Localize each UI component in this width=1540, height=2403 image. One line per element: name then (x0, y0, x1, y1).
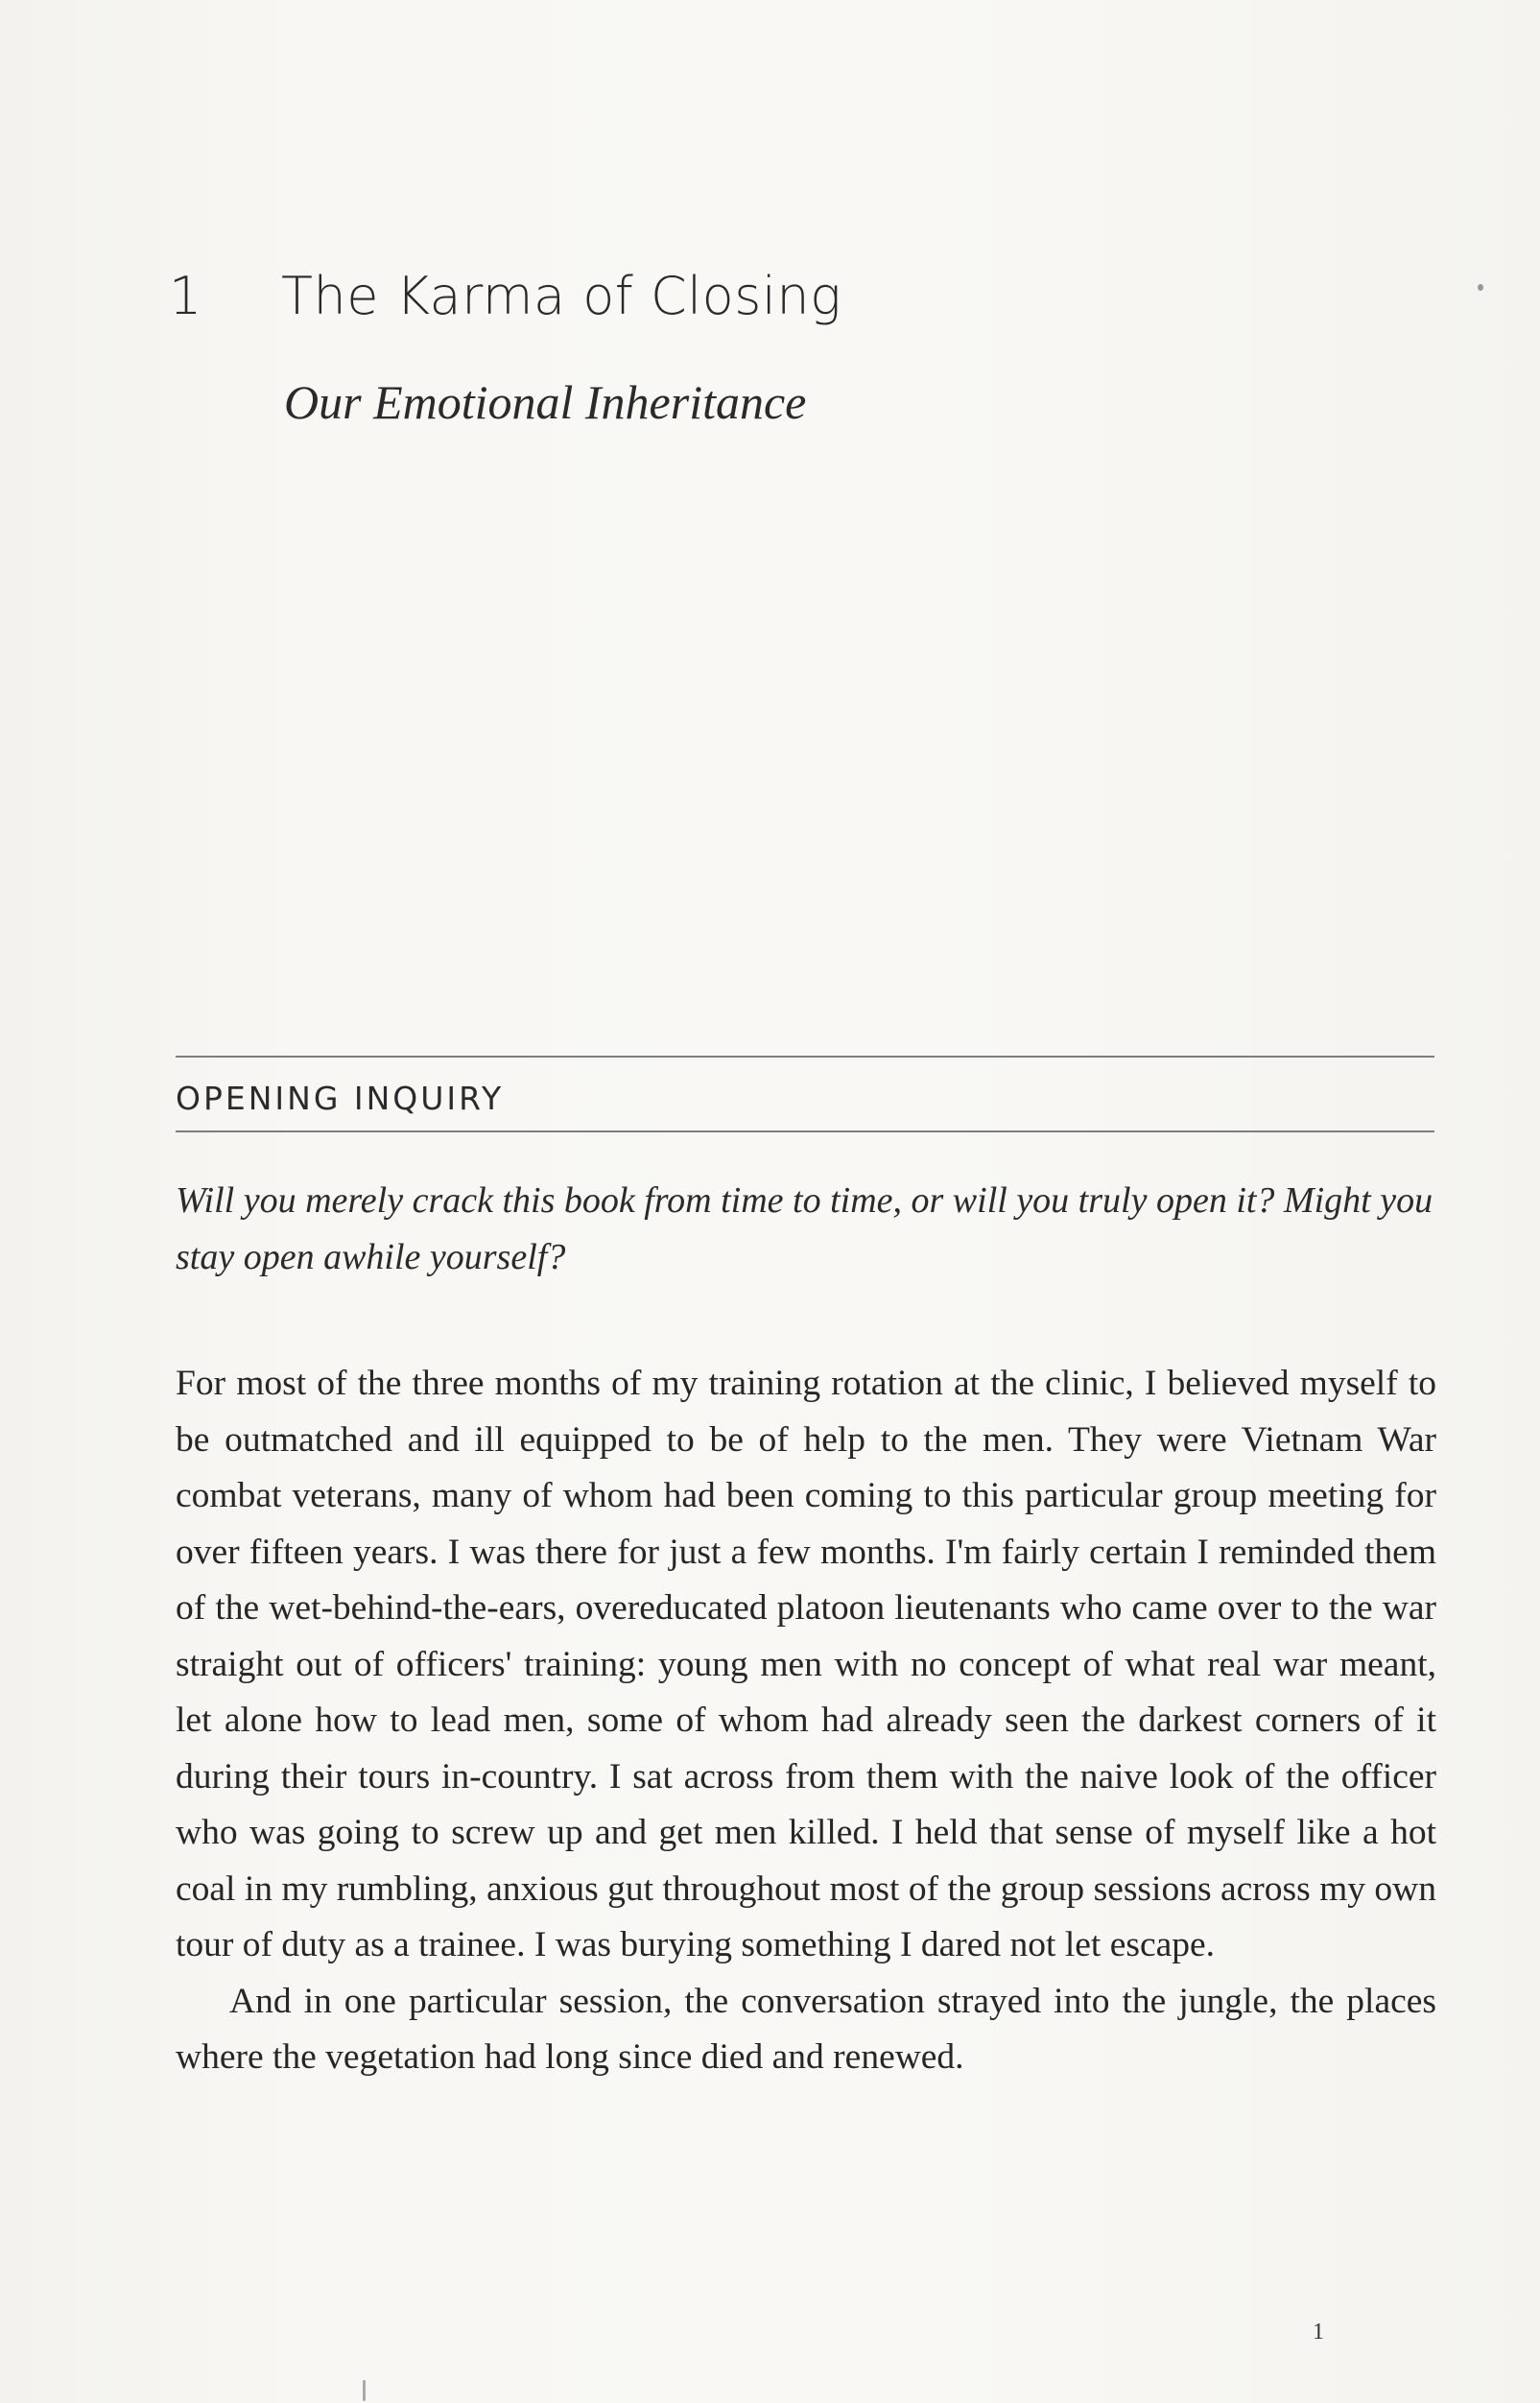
inquiry-top-rule (176, 1056, 1434, 1058)
body-text (176, 1356, 1436, 2086)
scan-speck (1478, 284, 1483, 291)
body-paragraph: For most of the three months of my training rotation at the clinic, I believed myself to be outmatched and ill equipped to be of help to the men. They were Vietnam War combat veterans, many of whom had been coming to this particular group meeting for over fifteen years. I was there for just a few months. I'm fairly certain I reminded them of the wet-behind-the-ears, overeducated platoon lieutenants who came over to the war straight out of officers' training: young men with no concept of what real war meant, let alone how to lead men, some of whom had already seen the darkest corners of it during their tours in-country. I sat across from them with the naive look of the officer who was going to screw up and get men killed. I held that sense of myself like a hot coal in my rumbling, anxious gut throughout most of the group sessions across my own tour of duty as a trainee. I was burying something I dared not let escape. (176, 1364, 1436, 1964)
chapter-title: The Karma of Closing (281, 266, 841, 326)
opening-inquiry-text: Will you merely crack this book from time to time, or will you truly open it? Might you stay open awhile yourself? (176, 1180, 1433, 1277)
inquiry-bottom-rule (176, 1130, 1434, 1132)
chapter-number: 1 (169, 266, 202, 326)
chapter-subtitle: Our Emotional Inheritance (284, 375, 807, 429)
page-number: 1 (1313, 2320, 1325, 2344)
body-paragraph: And in one particular session, the conversation strayed into the jungle, the places where the vegetation had long since died and renewed. (176, 1981, 1436, 2077)
scan-speck (363, 2380, 366, 2401)
opening-inquiry-heading: OPENING INQUIRY (176, 1080, 505, 1117)
